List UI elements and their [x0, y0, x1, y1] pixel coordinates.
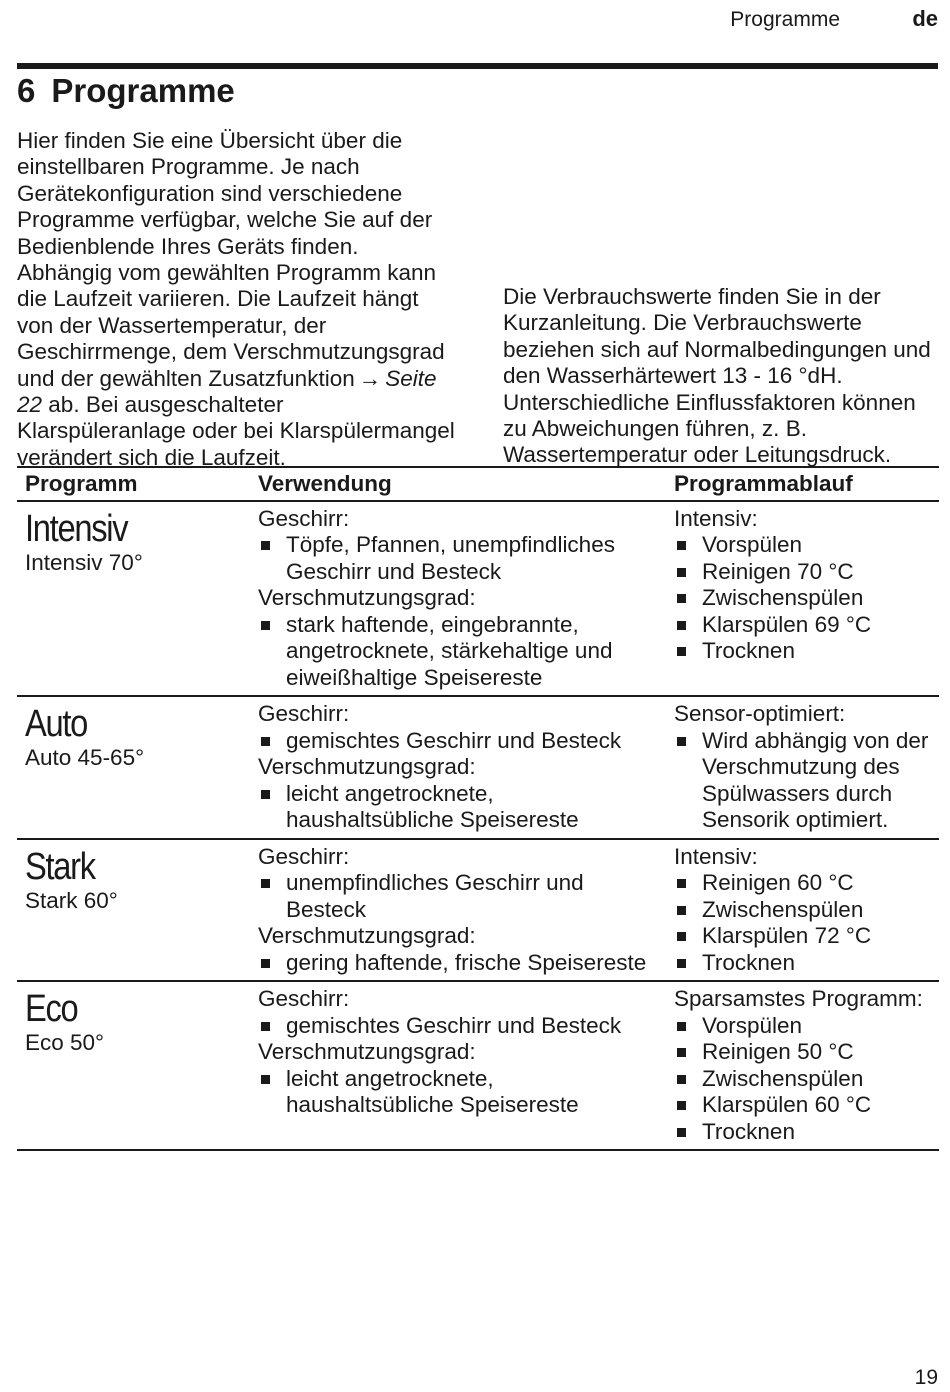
chapter-number: 6 [17, 72, 36, 109]
flow-label: Intensiv: [674, 505, 758, 531]
intro-paragraph: Die Verbrauchswerte finden Sie in der Kurzanleitung. Die Verbrauchswerte beziehen sich auf Normalbedingungen und den Wasserhärtewert 13 - 16 °dH. Unterschiedliche Einflussfaktoren können zu Abweichungen führen, z. B. Wassertemperatur oder Leitungsdruck. [503, 284, 931, 468]
flow-cell [665, 501, 939, 697]
table-row [17, 501, 939, 697]
table-row [17, 696, 939, 839]
flow-label: Sensor-optimiert: [674, 701, 846, 726]
usage-label: Verschmutzungsgrad: [258, 923, 476, 948]
list-item: Klarspülen 69 °C [674, 612, 931, 639]
list-item: Zwischenspülen [674, 585, 931, 612]
usage-cell [249, 696, 665, 839]
list-item: Zwischenspülen [674, 1066, 931, 1093]
arrow-icon: → [358, 365, 382, 391]
list-item: Reinigen 70 °C [674, 559, 931, 586]
list-item: Trocknen [674, 1119, 931, 1146]
list-item: gemischtes Geschirr und Besteck [258, 1013, 656, 1040]
usage-label: Geschirr: [258, 701, 350, 726]
intro-left-column [17, 128, 457, 471]
programme-name: Stark 60° [25, 887, 118, 913]
list-item: Zwischenspülen [674, 897, 931, 924]
usage-label: Geschirr: [258, 505, 350, 531]
programme-cell [17, 501, 249, 697]
usage-label: Geschirr: [258, 843, 350, 869]
list-item: gemischtes Geschirr und Besteck [258, 728, 656, 755]
usage-label: Verschmutzungsgrad: [258, 585, 476, 610]
programme-cell [17, 981, 249, 1150]
flow-label: Sparsamstes Programm: [674, 986, 923, 1011]
usage-label: Verschmutzungsgrad: [258, 754, 476, 779]
list-item: leicht angetrocknete, haushaltsübliche Speisereste [258, 1066, 656, 1119]
header-rule [17, 63, 938, 69]
page-number: 19 [914, 1366, 938, 1389]
list-item: Vorspülen [674, 1013, 931, 1040]
programme-name: Intensiv 70° [25, 549, 143, 575]
page-reference-link[interactable]: Seite 22 [17, 365, 437, 418]
list-item: Reinigen 50 °C [674, 1039, 931, 1066]
programme-cell [17, 839, 249, 982]
table-row [17, 839, 939, 982]
flow-cell [665, 839, 939, 982]
usage-cell [249, 501, 665, 697]
list-item: Reinigen 60 °C [674, 870, 931, 897]
usage-cell [249, 981, 665, 1150]
programme-symbol: Intensiv [25, 507, 128, 550]
list-item: Klarspülen 72 °C [674, 923, 931, 950]
list-item: Vorspülen [674, 532, 931, 559]
running-header-section: Programme [730, 8, 840, 31]
programme-cell [17, 696, 249, 839]
column-header: Verwendung [249, 467, 665, 501]
list-item: leicht angetrocknete, haushaltsübliche Speisereste [258, 781, 656, 834]
programme-symbol: Auto [25, 703, 88, 745]
usage-cell [249, 839, 665, 982]
table-header-row [17, 467, 939, 501]
programme-table [17, 466, 939, 1151]
intro-paragraph: Hier finden Sie eine Übersicht über die einstellbaren Programme. Je nach Gerätekonfiguration sind verschiedene Programme verfügbar, welche Sie auf der Bedienblende Ihres Geräts finden. [17, 128, 433, 259]
list-item: unempfindliches Geschirr und Besteck [258, 870, 656, 923]
intro-text: Abhängig vom gewählten Programm kann die Laufzeit variieren. Die Laufzeit hängt von der Wassertemperatur, der Geschirrmenge, dem Verschmutzungsgrad und der gewählten Zusatzfunktion [17, 260, 445, 391]
intro-text: ab. Bei ausgeschalteter Klarspüleranlage oder bei Klarspülermangel verändert sich die Laufzeit. [17, 392, 455, 470]
programme-symbol: Eco [25, 988, 78, 1030]
intro-right-column [17, 337, 18, 338]
programme-name: Eco 50° [25, 1030, 105, 1055]
column-header: Programmablauf [665, 467, 939, 501]
list-item: Wird abhängig von der Verschmutzung des Spülwassers durch Sensorik optimiert. [674, 728, 931, 834]
running-header-language: de [912, 6, 938, 31]
flow-cell [665, 696, 939, 839]
usage-label: Geschirr: [258, 986, 350, 1011]
programme-symbol: Stark [25, 845, 95, 888]
list-item: Klarspülen 60 °C [674, 1092, 931, 1119]
intro-paragraph [17, 260, 457, 471]
programme-name: Auto 45-65° [25, 745, 145, 770]
column-header: Programm [17, 467, 249, 501]
chapter-title-text: Programme [51, 72, 235, 109]
intro-right-column [503, 284, 943, 469]
list-item: Trocknen [674, 638, 931, 665]
flow-cell [665, 981, 939, 1150]
usage-label: Verschmutzungsgrad: [258, 1039, 476, 1064]
list-item: Töpfe, Pfannen, unempfindliches Geschirr und Besteck [258, 532, 656, 585]
flow-label: Intensiv: [674, 843, 758, 869]
list-item: gering haftende, frische Speisereste [258, 950, 656, 977]
table-row [17, 981, 939, 1150]
list-item: Trocknen [674, 950, 931, 977]
list-item: stark haftende, eingebrannte, angetrocknete, stärkehaltige und eiweißhaltige Speisereste [258, 612, 656, 692]
chapter-title [17, 72, 235, 110]
